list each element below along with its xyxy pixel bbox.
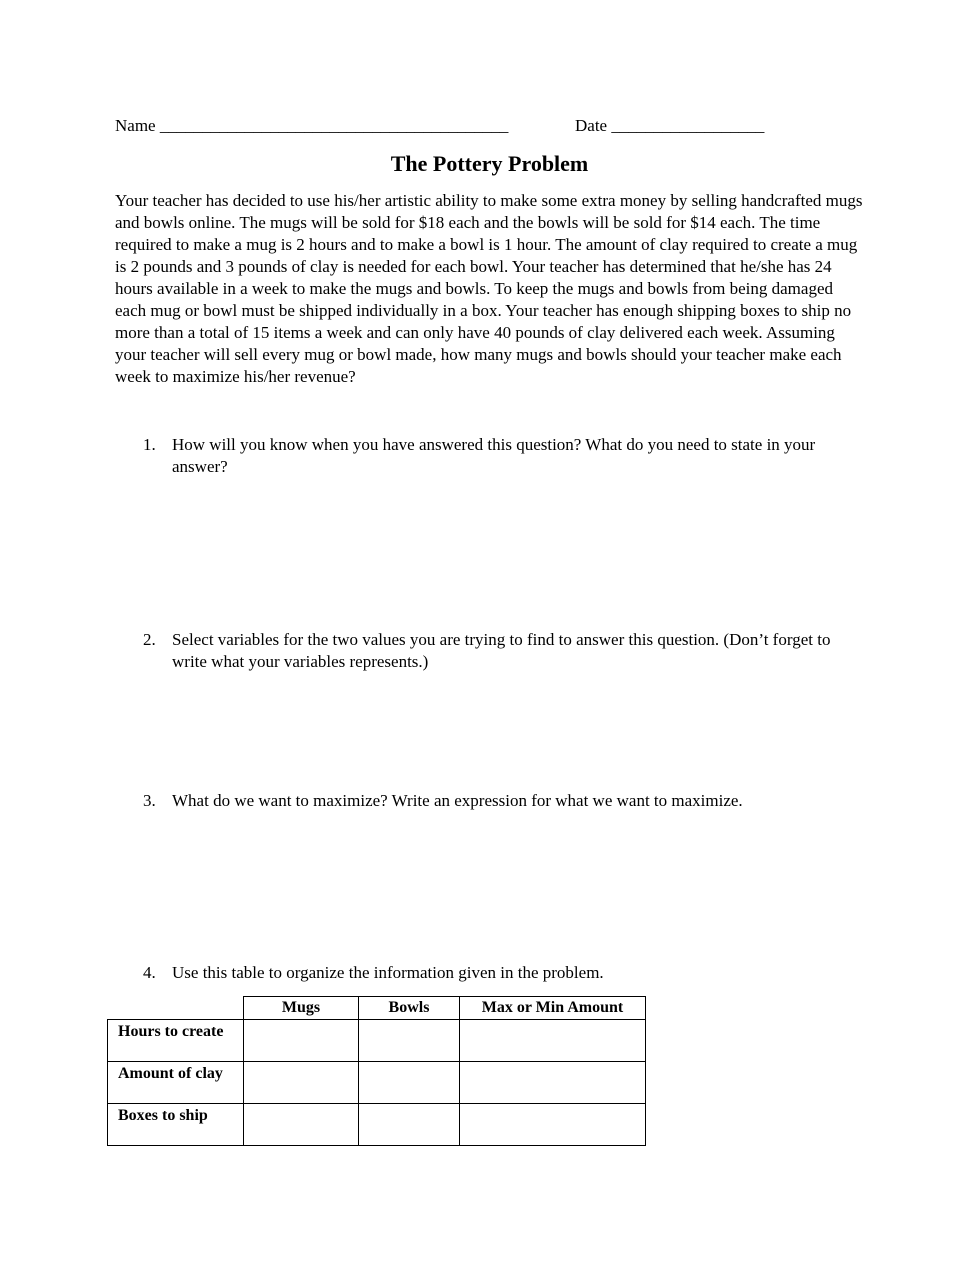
cell-hours-mugs[interactable] <box>244 1020 359 1062</box>
table-header-bowls: Bowls <box>359 997 460 1020</box>
question-number: 3. <box>143 791 156 810</box>
name-blank[interactable]: _________________________________________ <box>159 116 509 135</box>
date-field[interactable] <box>575 115 764 137</box>
page-title: The Pottery Problem <box>390 151 589 176</box>
cell-hours-bowls[interactable] <box>359 1020 460 1062</box>
question-number: 2. <box>143 630 156 649</box>
question-text: Select variables for the two values you are trying to find to answer this question. (Don’t forget to write what your variables represents.) <box>172 630 831 671</box>
question-text: How will you know when you have answered this question? What do you need to state in your answer? <box>172 435 816 476</box>
question-text: What do we want to maximize? Write an expression for what we want to maximize. <box>172 791 743 810</box>
question-number: 1. <box>143 435 156 454</box>
cell-clay-max-min[interactable] <box>460 1062 646 1104</box>
name-label: Name <box>115 116 156 135</box>
problem-statement: Your teacher has decided to use his/her artistic ability to make some extra money by selling handcrafted mugs and bowls online. The mugs will be sold for $18 each and the bowls will be sold for $14 each. The time required to make a mug is 2 hours and to make a bowl is 1 hour. The amount of clay required to create a mug is 2 pounds and 3 pounds of clay is needed for each bowl. Your teacher has determined that he/she has 24 hours available in a week to make the mugs and bowls. To keep the mugs and bowls from being damaged each mug or bowl must be shipped individually in a box. Your teacher has enough shipping boxes to ship no more than a total of 15 items a week and can only have 40 pounds of clay delivered each week. Assuming your teacher will sell every mug or bowl made, how many mugs and bowls should your teacher make each week to maximize his/her revenue? <box>115 191 863 386</box>
cell-boxes-bowls[interactable] <box>359 1104 460 1146</box>
date-blank[interactable]: __________________ <box>611 116 765 135</box>
table-header-max-min: Max or Min Amount <box>460 997 646 1020</box>
question-4 <box>115 962 867 984</box>
table-header-blank <box>108 997 244 1020</box>
question-number: 4. <box>143 963 156 982</box>
cell-boxes-mugs[interactable] <box>244 1104 359 1146</box>
question-3 <box>115 790 867 812</box>
cell-boxes-max-min[interactable] <box>460 1104 646 1146</box>
table-header-mugs: Mugs <box>244 997 359 1020</box>
cell-clay-bowls[interactable] <box>359 1062 460 1104</box>
table-row <box>108 1104 646 1146</box>
row-label-clay: Amount of clay <box>108 1062 244 1104</box>
header-line <box>115 115 815 137</box>
info-table <box>107 996 646 1146</box>
cell-clay-mugs[interactable] <box>244 1062 359 1104</box>
question-1 <box>115 434 867 478</box>
table-row <box>108 1020 646 1062</box>
date-label: Date <box>575 116 608 135</box>
question-text: Use this table to organize the information given in the problem. <box>172 963 604 982</box>
table-header-row <box>108 997 646 1020</box>
name-field[interactable] <box>115 115 508 137</box>
cell-hours-max-min[interactable] <box>460 1020 646 1062</box>
row-label-boxes: Boxes to ship <box>108 1104 244 1146</box>
question-2 <box>115 629 867 673</box>
row-label-hours: Hours to create <box>108 1020 244 1062</box>
table-row <box>108 1062 646 1104</box>
